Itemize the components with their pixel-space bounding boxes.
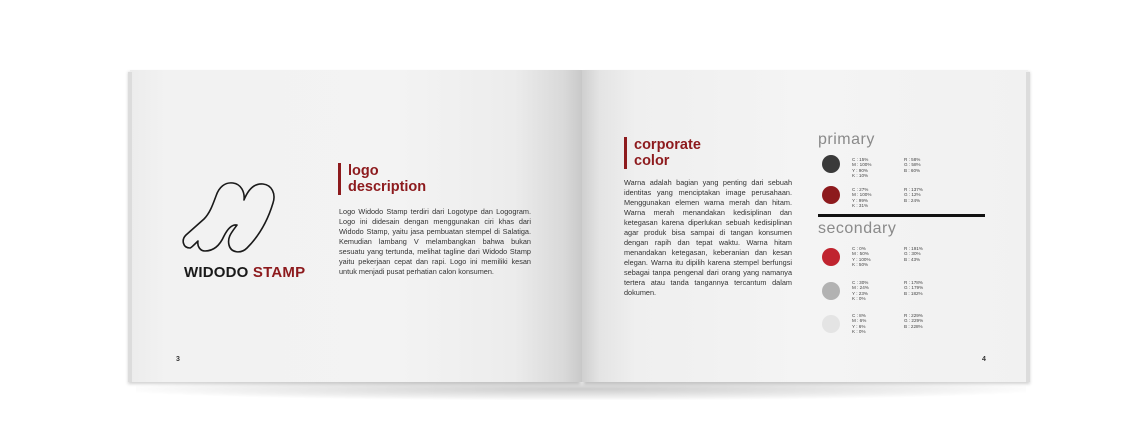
brand-name (184, 264, 305, 281)
heading-line2: color (634, 153, 670, 169)
widodo-stamp-logo-icon (174, 174, 296, 260)
y-value: Y : 90% (852, 167, 869, 173)
m-value: M : 50% (852, 251, 869, 257)
right-page (582, 70, 1028, 382)
y-value: Y : 6% (852, 323, 866, 329)
b-value: B : 24% (904, 197, 921, 203)
page-number-right: 4 (982, 356, 986, 363)
section-divider (818, 214, 985, 217)
swatch-black (822, 155, 840, 173)
g-value: G : 12% (904, 192, 921, 198)
k-value: K : 10% (852, 173, 869, 179)
c-value: C : 0% (852, 246, 866, 251)
heading-line2: description (348, 179, 427, 195)
cmyk-values (852, 280, 869, 302)
logo-description-heading (338, 163, 426, 195)
g-value: G : 229% (904, 318, 924, 324)
page-edge-right (1026, 72, 1030, 382)
y-value: Y : 99% (852, 197, 869, 203)
r-value: R : 191% (904, 246, 923, 251)
c-value: C : 8% (852, 313, 866, 318)
brand-accent: STAMP (252, 264, 306, 281)
primary-label: primary (818, 131, 875, 148)
k-value: K : 0% (852, 296, 866, 302)
corporate-color-heading (624, 137, 701, 169)
left-page (130, 70, 582, 382)
b-value: B : 43% (904, 256, 921, 262)
cmyk-values (852, 157, 871, 179)
heading-line1: logo (348, 163, 379, 179)
rgb-values (904, 280, 923, 296)
c-value: C : 27% (852, 187, 869, 192)
k-value: K : 50% (852, 262, 869, 268)
swatch-light-gray (822, 315, 840, 333)
logo-description-text: Logo Widodo Stamp terdiri dari Logotype dan Logogram. Logo ini didesain dengan menggunakan ciri khas dari Widodo Stamp, yaitu jasa pembuatan stempel di Salatiga. Kemudian lambang V melambangkan bahwa bukan sesuatu yang tertunda, melihat tagline dari Widodo Stamp yaitu pekerjaan cepat dan rapi. Logo ini memiliki kesan untuk menjadi pusat perhatian calon konsumen. (339, 207, 531, 276)
b-value: B : 228% (904, 323, 923, 329)
y-value: Y : 100% (852, 256, 871, 262)
r-value: R : 137% (904, 187, 923, 192)
swatch-gray (822, 282, 840, 300)
page-edge-left (128, 72, 132, 382)
rgb-values (904, 157, 921, 173)
page-number-left: 3 (176, 356, 180, 363)
y-value: Y : 23% (852, 290, 869, 296)
r-value: R : 229% (904, 313, 923, 318)
g-value: G : 179% (904, 285, 924, 291)
swatch-dark-red (822, 186, 840, 204)
brand-main: WIDODO (184, 264, 249, 281)
cmyk-values (852, 313, 866, 335)
g-value: G : 30% (904, 251, 921, 257)
c-value: C : 30% (852, 280, 869, 285)
heading-line1: corporate (634, 137, 701, 153)
g-value: G : 58% (904, 162, 921, 168)
m-value: M : 100% (852, 162, 872, 168)
r-value: R : 178% (904, 280, 923, 285)
rgb-values (904, 246, 923, 262)
rgb-values (904, 187, 923, 203)
corporate-color-text: Warna adalah bagian yang penting dari sebuah identitas yang menciptakan image perusahaan. Menggunakan elemen warna merah dan hitam. Warna merah menandakan kedisiplinan dan ketegasan karena diperlukan sebuah kedisiplinan agar produk bisa sampai di tangan konsumen dengan rapih dan tepat waktu. Warna hitam menandakan ketegasan, keberanian dan kesan elegan. Warna itu dipilih karena stempel berfungsi sebagai tanpa pengenal dari orang yang namanya tertera atau tanda tangannya tercantum dalam dokumen. (624, 178, 792, 297)
secondary-label: secondary (818, 220, 897, 237)
b-value: B : 182% (904, 290, 923, 296)
cmyk-values (852, 246, 871, 268)
cmyk-values (852, 187, 871, 209)
k-value: K : 0% (852, 329, 866, 335)
m-value: M : 24% (852, 285, 869, 291)
r-value: R : 58% (904, 157, 921, 162)
k-value: K : 31% (852, 203, 869, 209)
b-value: B : 60% (904, 167, 921, 173)
swatch-red (822, 248, 840, 266)
rgb-values (904, 313, 923, 329)
m-value: M : 100% (852, 192, 872, 198)
m-value: M : 6% (852, 318, 867, 324)
c-value: C : 15% (852, 157, 869, 162)
